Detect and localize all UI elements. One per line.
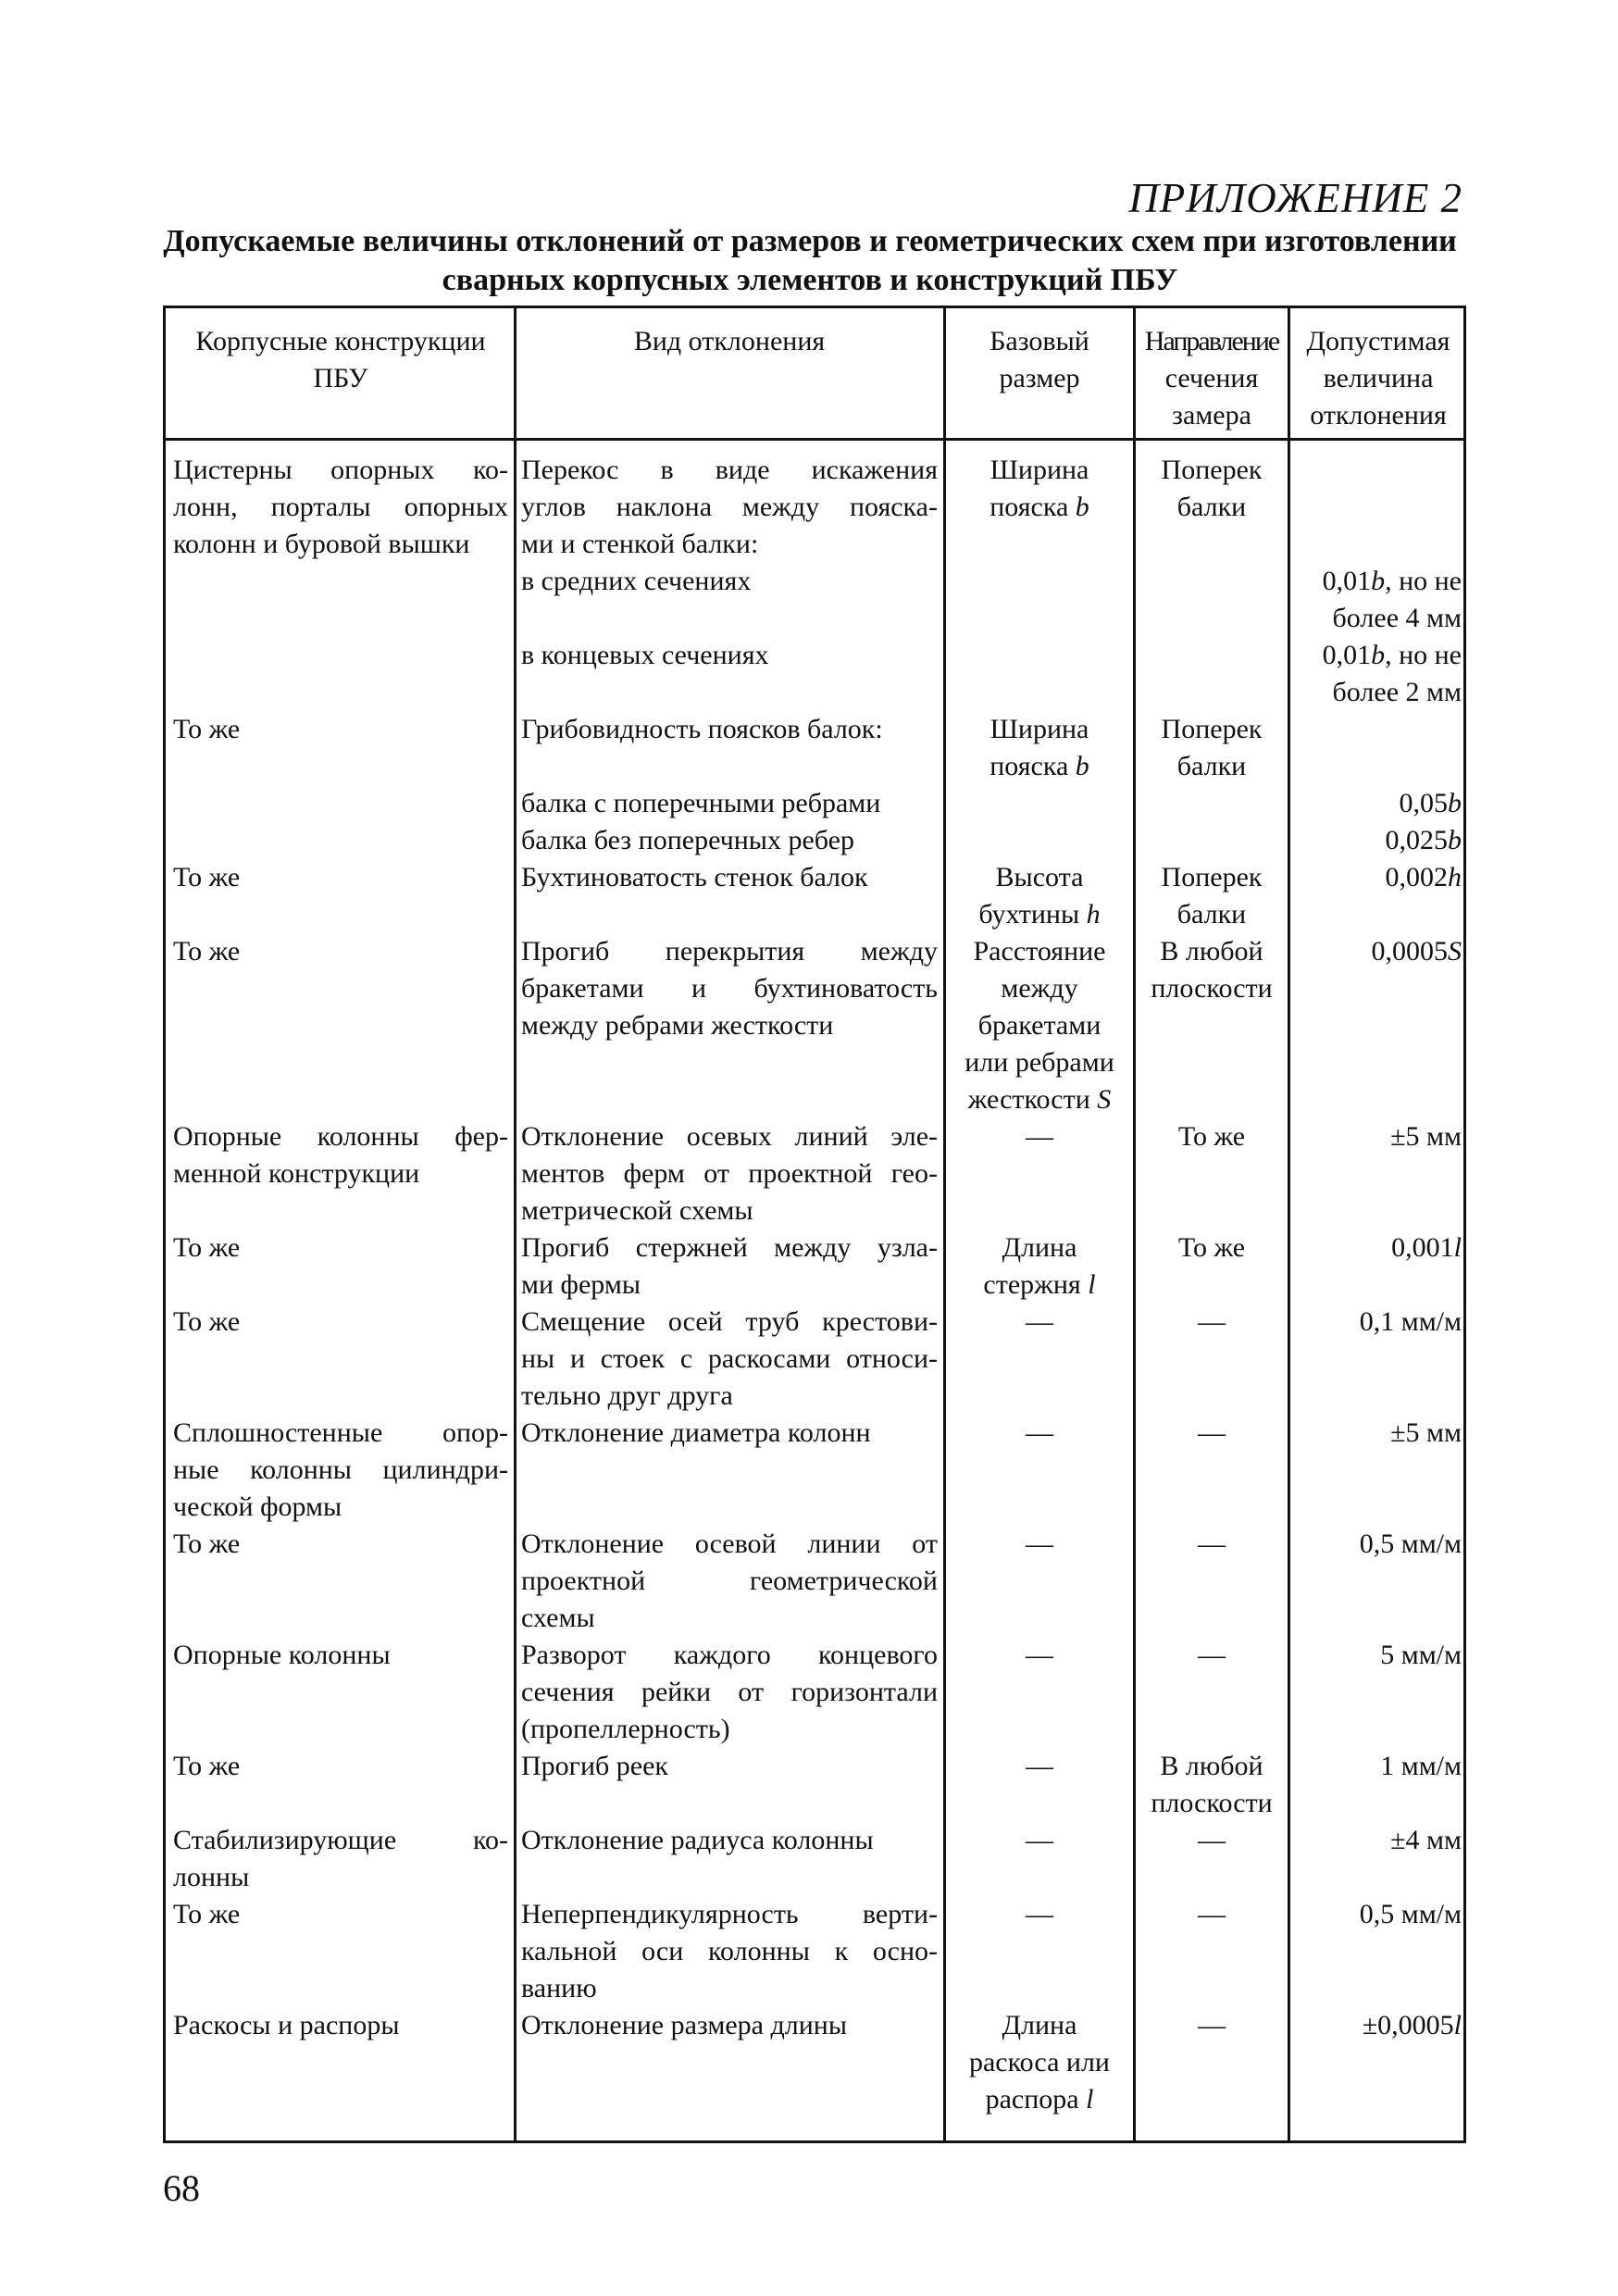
cell-text-line: Опорные колонны	[173, 1640, 391, 1670]
row-tolerance	[1295, 637, 1462, 711]
cell-text-line: 0,01b, но не	[1322, 640, 1462, 670]
row-base-size	[951, 1822, 1128, 1859]
cell-text-line: между	[1001, 973, 1078, 1004]
tolerance-table	[163, 306, 1466, 2143]
cell-text-line: —	[1198, 1899, 1226, 1929]
row-deviation	[521, 1304, 938, 1415]
cell-text-line: —	[1026, 1417, 1053, 1448]
row-tolerance	[1295, 933, 1462, 970]
cell-text-line: —	[1026, 1306, 1053, 1337]
row-deviation	[521, 1229, 938, 1304]
row-deviation	[521, 1748, 938, 1785]
cell-text-line: Сплошностенные опор-	[173, 1417, 508, 1448]
row-structure	[173, 1748, 508, 1785]
cell-text-line: 5 мм/м	[1380, 1640, 1462, 1670]
row-structure	[173, 1415, 508, 1526]
row-direction	[1140, 1637, 1283, 1674]
cell-text-line: То же	[173, 1232, 241, 1263]
cell-text-line: —	[1026, 1529, 1053, 1559]
row-base-size	[951, 711, 1128, 785]
cell-text-line: ментов ферм от проектной гео-	[521, 1158, 938, 1189]
row-base-size	[951, 452, 1128, 526]
row-tolerance	[1295, 1748, 1462, 1785]
document-title	[157, 222, 1462, 300]
cell-text-line: балка с поперечными ребрами	[521, 788, 881, 818]
header-text-line: Направление	[1144, 326, 1279, 356]
cell-text-line: жесткости S	[967, 1084, 1112, 1115]
cell-text-line: —	[1198, 1825, 1226, 1855]
cell-text-line: (пропеллерность)	[521, 1714, 730, 1744]
row-direction	[1140, 2007, 1283, 2044]
cell-text-line: 0,1 мм/м	[1359, 1306, 1462, 1337]
cell-text-line: То же	[173, 936, 241, 967]
cell-text-line: ны и стоек с раскосами относи-	[521, 1343, 938, 1374]
cell-text-line: Перекос в виде искажения	[521, 455, 938, 485]
cell-text-line: То же	[173, 1751, 241, 1781]
row-direction	[1140, 452, 1283, 526]
row-structure	[173, 1526, 508, 1563]
cell-text-line: Поперек	[1161, 455, 1263, 485]
column-divider-4	[1288, 308, 1290, 2140]
cell-text-line: стержня l	[983, 1269, 1096, 1300]
cell-text-line: колонн и буровой вышки	[173, 529, 470, 559]
cell-text-line: ±5 мм	[1390, 1121, 1462, 1152]
row-tolerance	[1295, 822, 1462, 859]
row-base-size	[951, 1526, 1128, 1563]
cell-text-line: —	[1026, 1825, 1053, 1855]
cell-text-line: —	[1198, 1529, 1226, 1559]
cell-text-line: менной конструкции	[173, 1158, 420, 1189]
cell-text-line: Ширина	[989, 455, 1089, 485]
row-structure	[173, 1822, 508, 1896]
row-deviation	[521, 563, 938, 600]
row-deviation	[521, 859, 938, 896]
cell-text-line: То же	[173, 1899, 241, 1929]
cell-text-line: бракетами и бухтиноватость	[521, 973, 938, 1004]
cell-text-line: тельно друг друга	[521, 1380, 733, 1411]
header-deviation-type	[521, 323, 938, 360]
cell-text-line: Прогиб перекрытия между	[521, 936, 938, 967]
row-direction	[1140, 1229, 1283, 1267]
header-text-line: отклонения	[1310, 400, 1447, 430]
row-deviation	[521, 1526, 938, 1637]
header-direction	[1140, 323, 1283, 434]
cell-text-line: То же	[173, 862, 241, 892]
row-deviation	[521, 1118, 938, 1229]
cell-text-line: между ребрами жесткости	[521, 1010, 834, 1041]
cell-text-line: В любой	[1160, 936, 1263, 967]
row-structure	[173, 933, 508, 970]
cell-text-line: пояска b	[989, 492, 1089, 522]
cell-text-line: плоскости	[1151, 973, 1273, 1004]
cell-text-line: распора l	[985, 2084, 1094, 2115]
cell-text-line: Отклонение диаметра колонн	[521, 1417, 871, 1448]
cell-text-line: 0,025b	[1385, 825, 1462, 855]
row-base-size	[951, 1118, 1128, 1155]
row-direction	[1140, 1415, 1283, 1452]
row-deviation	[521, 933, 938, 1044]
cell-text-line: или ребрами	[965, 1047, 1114, 1078]
row-base-size	[951, 933, 1128, 1118]
row-tolerance	[1295, 1526, 1462, 1563]
row-direction	[1140, 1896, 1283, 1933]
cell-text-line: Разворот каждого концевого	[521, 1640, 938, 1670]
row-structure	[173, 711, 508, 748]
cell-text-line: сечения рейки от горизонтали	[521, 1677, 938, 1707]
cell-text-line: в средних сечениях	[521, 566, 752, 596]
cell-text-line: бракетами	[977, 1010, 1101, 1041]
cell-text-line: 0,5 мм/м	[1359, 1899, 1462, 1929]
cell-text-line: ванию	[521, 1973, 597, 2003]
row-direction	[1140, 1304, 1283, 1341]
row-structure	[173, 1304, 508, 1341]
cell-text-line: Отклонение осевых линий эле-	[521, 1121, 938, 1152]
row-deviation	[521, 785, 938, 822]
header-tolerance	[1295, 323, 1462, 434]
cell-text-line: лонн, порталы опорных	[173, 492, 508, 522]
row-tolerance	[1295, 563, 1462, 637]
cell-text-line: Неперпендикулярность верти-	[521, 1899, 938, 1929]
cell-text-line: ми и стенкой балки:	[521, 529, 759, 559]
row-deviation	[521, 1637, 938, 1748]
row-deviation	[521, 711, 938, 748]
cell-text-line: То же	[173, 714, 241, 744]
cell-text-line: Отклонение осевой линии от	[521, 1529, 938, 1559]
cell-text-line: Отклонение размера длины	[521, 2010, 847, 2040]
row-deviation	[521, 822, 938, 859]
cell-text-line: То же	[173, 1529, 241, 1559]
row-base-size	[951, 1304, 1128, 1341]
cell-text-line: Ширина	[989, 714, 1089, 744]
row-tolerance	[1295, 1229, 1462, 1267]
cell-text-line: Раскосы и распоры	[173, 2010, 400, 2040]
cell-text-line: 0,05b	[1399, 788, 1462, 818]
row-tolerance	[1295, 1637, 1462, 1674]
row-structure	[173, 1896, 508, 1933]
row-structure	[173, 2007, 508, 2044]
row-deviation	[521, 1896, 938, 2007]
row-deviation	[521, 1415, 938, 1452]
header-text-line: величина	[1323, 363, 1434, 393]
cell-text-line: ±0,0005l	[1362, 2010, 1462, 2040]
cell-text-line: балки	[1176, 492, 1247, 522]
cell-text-line: —	[1198, 2010, 1226, 2040]
header-text-line: размер	[999, 363, 1080, 393]
header-text-line: ПБУ	[313, 363, 368, 393]
header-text-line: сечения	[1164, 363, 1259, 393]
row-base-size	[951, 1415, 1128, 1452]
cell-text-line: —	[1026, 1751, 1053, 1781]
row-direction	[1140, 1526, 1283, 1563]
row-tolerance	[1295, 859, 1462, 896]
cell-text-line: Поперек	[1161, 714, 1263, 744]
cell-text-line: Высота	[995, 862, 1084, 892]
row-tolerance	[1295, 1822, 1462, 1859]
row-direction	[1140, 711, 1283, 785]
row-direction	[1140, 859, 1283, 933]
cell-text-line: пояска b	[989, 751, 1089, 781]
column-divider-1	[514, 308, 517, 2140]
cell-text-line: —	[1026, 1899, 1053, 1929]
row-direction	[1140, 1118, 1283, 1155]
row-base-size	[951, 1896, 1128, 1933]
cell-text-line: 0,0005S	[1371, 936, 1462, 967]
cell-text-line: Бухтиноватость стенок балок	[521, 862, 868, 892]
row-base-size	[951, 1637, 1128, 1674]
row-deviation	[521, 2007, 938, 2044]
header-divider	[166, 438, 1463, 441]
row-structure	[173, 1637, 508, 1674]
row-direction	[1140, 1748, 1283, 1822]
cell-text-line: —	[1026, 1121, 1053, 1152]
cell-text-line: ±4 мм	[1390, 1825, 1462, 1855]
row-tolerance	[1295, 1896, 1462, 1933]
row-structure	[173, 1229, 508, 1267]
cell-text-line: Прогиб реек	[521, 1751, 668, 1781]
row-base-size	[951, 1748, 1128, 1785]
cell-text-line: Стабилизирующие ко-	[173, 1825, 508, 1855]
cell-text-line: в концевых сечениях	[521, 640, 769, 670]
cell-text-line: 0,001l	[1391, 1232, 1462, 1263]
cell-text-line: Длина	[1002, 2010, 1077, 2040]
cell-text-line: раскоса или	[968, 2047, 1110, 2078]
title-line-1: Допускаемые величины отклонений от размеров и геометрических схем при изготовлении	[163, 224, 1457, 258]
cell-text-line: Поперек	[1161, 862, 1263, 892]
cell-text-line: балки	[1176, 899, 1247, 930]
cell-text-line: плоскости	[1151, 1788, 1273, 1818]
row-structure	[173, 1118, 508, 1192]
header-base-size	[951, 323, 1128, 397]
cell-text-line: 0,002h	[1385, 862, 1462, 892]
header-text-line: замера	[1172, 400, 1251, 430]
row-tolerance	[1295, 1304, 1462, 1341]
row-direction	[1140, 933, 1283, 1007]
cell-text-line: 1 мм/м	[1380, 1751, 1462, 1781]
cell-text-line: балки	[1176, 751, 1247, 781]
column-divider-2	[943, 308, 946, 2140]
cell-text-line: ные колонны цилиндри-	[173, 1454, 508, 1485]
row-deviation	[521, 1822, 938, 1859]
cell-text-line: Отклонение радиуса колонны	[521, 1825, 874, 1855]
cell-text-line: ми фермы	[521, 1269, 641, 1300]
cell-text-line: кальной оси колонны к осно-	[521, 1936, 938, 1966]
row-base-size	[951, 859, 1128, 933]
cell-text-line: Прогиб стержней между узла-	[521, 1232, 938, 1263]
cell-text-line: балка без поперечных ребер	[521, 825, 854, 855]
cell-text-line: —	[1198, 1640, 1226, 1670]
row-tolerance	[1295, 2007, 1462, 2044]
cell-text-line: метрической схемы	[521, 1195, 753, 1226]
row-base-size	[951, 1229, 1128, 1304]
header-text-line: Корпусные конструкции	[195, 326, 486, 356]
cell-text-line: ческой формы	[173, 1491, 342, 1522]
row-direction	[1140, 1822, 1283, 1859]
cell-text-line: более 4 мм	[1332, 603, 1462, 633]
cell-text-line: 0,01b, но не	[1322, 566, 1462, 596]
cell-text-line: То же	[1177, 1121, 1246, 1152]
cell-text-line: Расстояние	[973, 936, 1106, 967]
row-tolerance	[1295, 1118, 1462, 1155]
cell-text-line: лонны	[173, 1862, 250, 1892]
column-divider-3	[1133, 308, 1136, 2140]
cell-text-line: Длина	[1002, 1232, 1077, 1263]
cell-text-line: Грибовидность поясков балок:	[521, 714, 883, 744]
cell-text-line: В любой	[1160, 1751, 1263, 1781]
row-structure	[173, 452, 508, 563]
cell-text-line: Опорные колонны фер-	[173, 1121, 508, 1152]
header-text-line: Вид отклонения	[633, 326, 826, 356]
cell-text-line: более 2 мм	[1332, 677, 1462, 707]
cell-text-line: —	[1026, 1640, 1053, 1670]
cell-text-line: Цистерны опорных ко-	[173, 455, 508, 485]
row-base-size	[951, 2007, 1128, 2118]
cell-text-line: —	[1198, 1417, 1226, 1448]
cell-text-line: Смещение осей труб крестови-	[521, 1306, 938, 1337]
cell-text-line: бухтины h	[978, 899, 1101, 930]
cell-text-line: ±5 мм	[1390, 1417, 1462, 1448]
header-text-line: Базовый	[989, 326, 1089, 356]
row-deviation	[521, 637, 938, 674]
row-deviation	[521, 452, 938, 563]
cell-text-line: 0,5 мм/м	[1359, 1529, 1462, 1559]
title-line-2: сварных корпусных элементов и конструкций ПБУ	[442, 263, 1178, 297]
cell-text-line: То же	[173, 1306, 241, 1337]
row-structure	[173, 859, 508, 896]
cell-text-line: —	[1198, 1306, 1226, 1337]
page-number: 68	[163, 2167, 200, 2209]
header-text-line: Допустимая	[1306, 326, 1450, 356]
cell-text-line: То же	[1177, 1232, 1246, 1263]
cell-text-line: углов наклона между пояска-	[521, 492, 938, 522]
header-structures	[173, 323, 508, 397]
cell-text-line: схемы	[521, 1603, 595, 1633]
appendix-label: ПРИЛОЖЕНИЕ 2	[1128, 175, 1462, 221]
row-tolerance	[1295, 785, 1462, 822]
cell-text-line: проектной геометрической	[521, 1566, 938, 1596]
row-tolerance	[1295, 1415, 1462, 1452]
